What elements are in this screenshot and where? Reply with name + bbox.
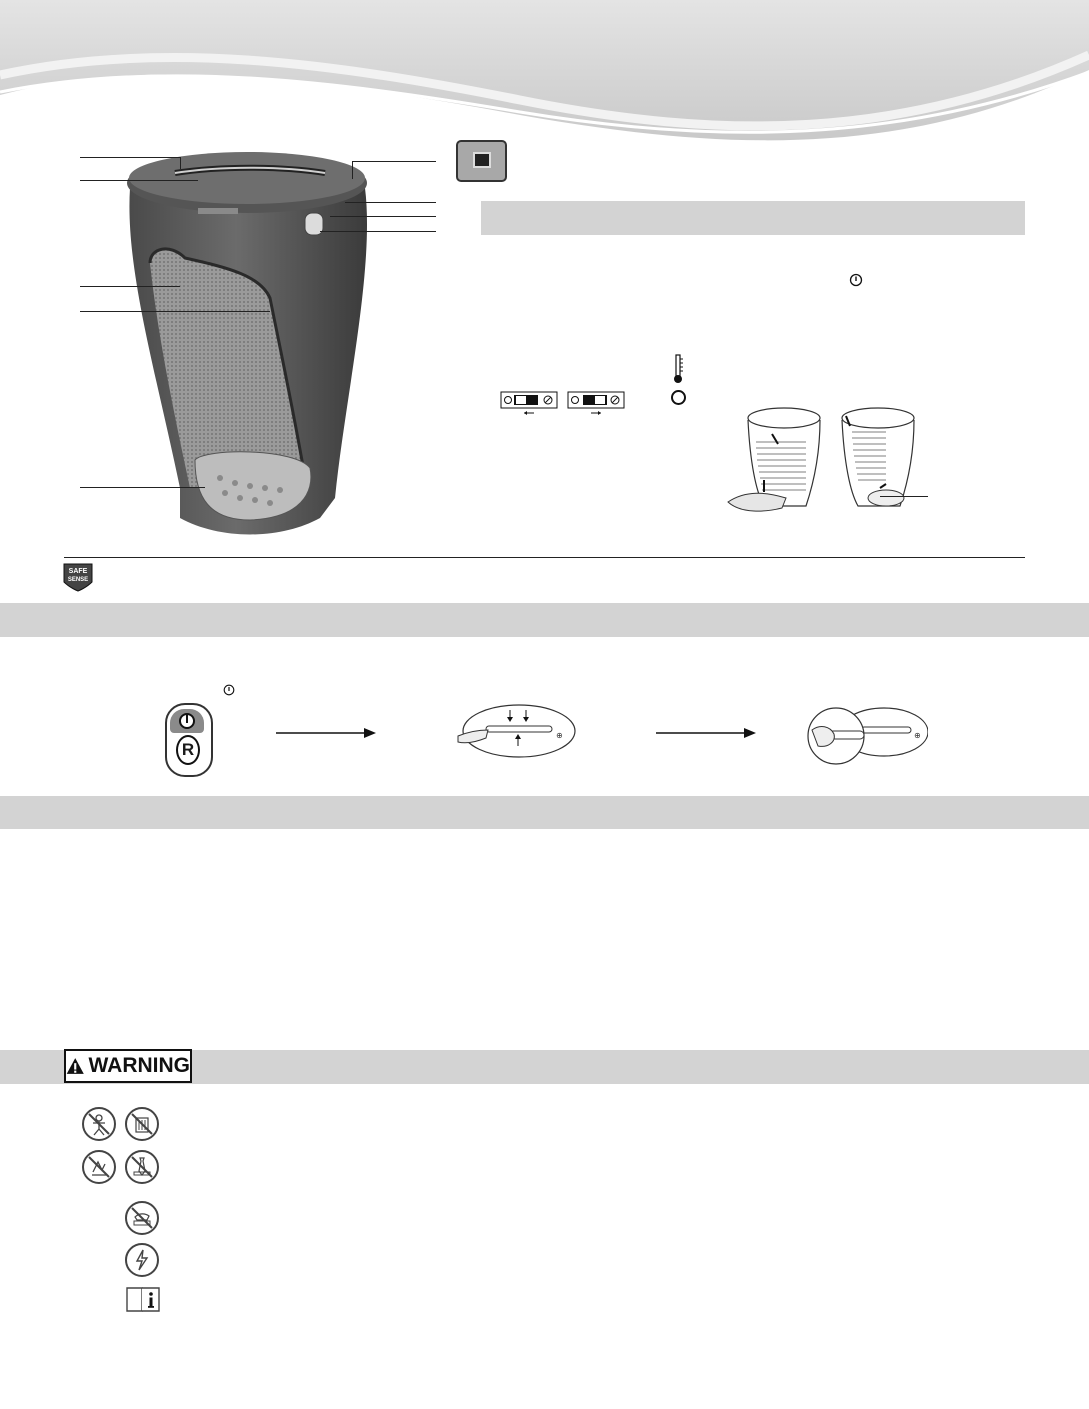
callout-line bbox=[80, 311, 270, 312]
callout-line bbox=[80, 487, 205, 488]
safe-sense-line2: SENSE bbox=[67, 577, 89, 583]
callout-line bbox=[352, 161, 436, 162]
header-wave-banner bbox=[0, 0, 1089, 145]
power-switch-icon bbox=[456, 140, 507, 182]
svg-text:⊕: ⊕ bbox=[914, 731, 921, 740]
warning-triangle-icon bbox=[66, 1054, 85, 1078]
no-ties-icon bbox=[125, 1150, 159, 1184]
callout-line bbox=[345, 202, 436, 203]
circle-indicator-icon bbox=[671, 390, 686, 405]
no-pets-icon bbox=[125, 1107, 159, 1141]
section-bar-troubleshooting bbox=[0, 603, 1089, 637]
no-hands-icon bbox=[125, 1201, 159, 1235]
bin-removal-illustration bbox=[726, 402, 926, 514]
callout-line bbox=[880, 496, 928, 497]
electric-shock-icon bbox=[125, 1243, 159, 1277]
callout-line bbox=[180, 157, 181, 169]
callout-line bbox=[330, 216, 436, 217]
power-symbol-icon bbox=[223, 684, 235, 696]
switch-left-arrow-icon bbox=[500, 391, 558, 417]
safe-sense-badge bbox=[62, 562, 94, 592]
arrow-right-icon bbox=[276, 727, 376, 739]
reset-letter: R bbox=[176, 735, 200, 765]
callout-line bbox=[80, 286, 180, 287]
arrow-right-icon bbox=[656, 727, 756, 739]
callout-line bbox=[320, 231, 436, 232]
shredder-illustration bbox=[110, 148, 370, 540]
thermometer-icon bbox=[672, 354, 684, 384]
clean-slot-illustration bbox=[806, 702, 928, 770]
read-manual-icon bbox=[125, 1285, 161, 1313]
no-children-icon bbox=[82, 1107, 116, 1141]
section-bar-maintenance bbox=[0, 796, 1089, 829]
section-divider bbox=[64, 557, 1025, 558]
reset-button-illustration bbox=[165, 703, 211, 775]
callout-line bbox=[80, 157, 180, 158]
svg-text:⊕: ⊕ bbox=[556, 731, 563, 740]
warning-label: WARNING bbox=[88, 1054, 190, 1077]
power-symbol-icon bbox=[849, 273, 863, 287]
clear-jam-illustration bbox=[456, 702, 578, 762]
warning-badge bbox=[64, 1049, 192, 1083]
no-loose-clothing-icon bbox=[82, 1150, 116, 1184]
safe-sense-line1: SAFE bbox=[68, 568, 88, 575]
section-heading-bar bbox=[481, 201, 1025, 235]
callout-line bbox=[80, 180, 198, 181]
switch-right-arrow-icon bbox=[567, 391, 625, 417]
callout-line bbox=[352, 161, 353, 179]
